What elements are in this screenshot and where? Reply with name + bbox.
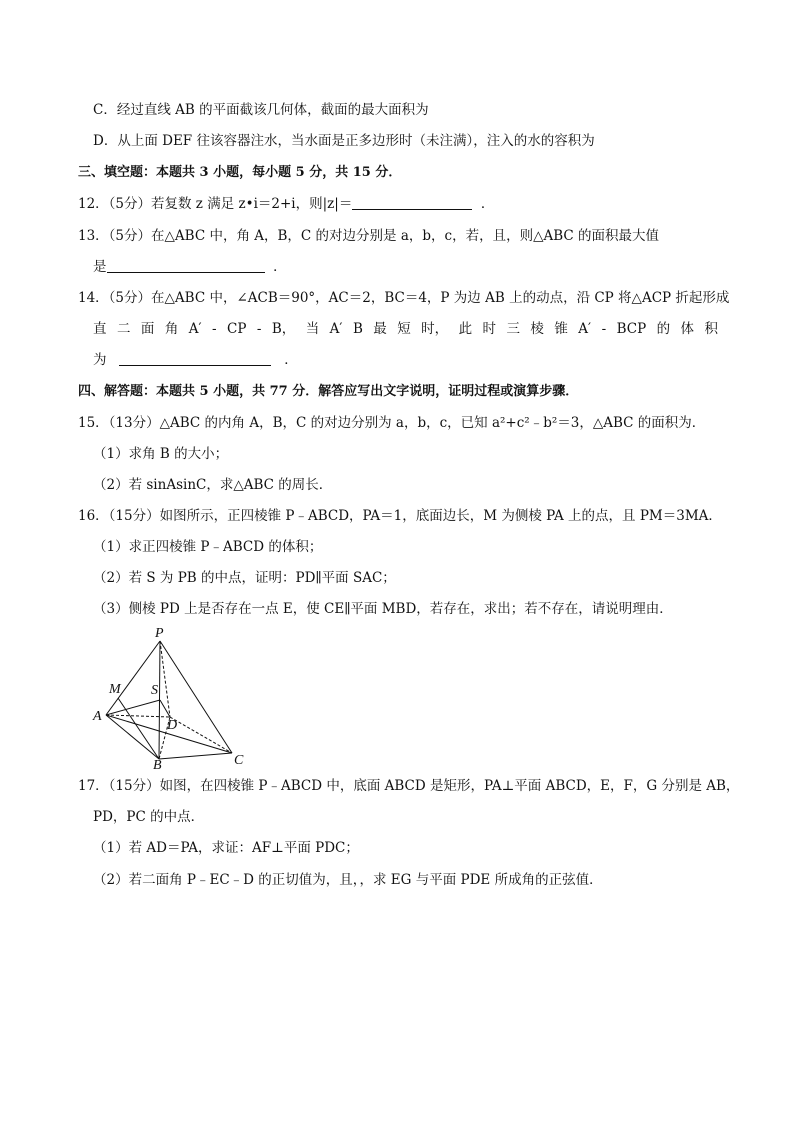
question-14-word: 体 xyxy=(680,321,695,337)
question-13-text: 是 xyxy=(93,259,107,275)
question-14-word: 当 xyxy=(305,321,320,337)
question-13: 13．（5分）在△ABC 中，角 A，B，C 的对边分别是 a，b，c，若，且，则△ABC 的面积最大值 xyxy=(78,228,659,244)
section-3-heading: 三、填空题：本题共 3 小题，每小题 5 分，共 15 分． xyxy=(78,165,402,180)
question-14-word: BCP xyxy=(616,321,647,337)
question-15-part-1: （1）求角 B 的大小； xyxy=(93,446,229,462)
edge-dc-hidden xyxy=(170,717,232,753)
question-14-word: 角 xyxy=(164,321,179,337)
question-14-word: - xyxy=(256,321,262,337)
question-14-word: 的 xyxy=(656,321,671,337)
question-14-continued xyxy=(93,319,718,339)
question-17-continued: PD，PC 的中点． xyxy=(93,809,205,825)
question-14-word: 棱 xyxy=(530,321,544,337)
question-13-end: ． xyxy=(273,259,287,275)
question-14-end-line xyxy=(93,350,298,370)
question-14-word: 三 xyxy=(506,321,520,337)
question-14-word: 直 xyxy=(93,321,107,337)
question-17-part-2: （2）若二面角 P﹣EC﹣D 的正切值为，且，，求 EG 与平面 PDE 所成角的正弦值． xyxy=(93,872,603,888)
question-14-word: 二 xyxy=(116,321,131,337)
question-14-word: 锥 xyxy=(554,321,568,337)
question-16-part-2: （2）若 S 为 PB 的中点，证明：PD∥平面 SAC； xyxy=(93,570,396,586)
question-14-word: - xyxy=(212,321,217,337)
question-14-text: 为 xyxy=(93,352,107,368)
pyramid-diagram xyxy=(92,624,254,770)
question-14: 14．（5分）在△ABC 中，∠ACB＝90°，AC＝2，BC＝4，P 为边 AB 上的动点，沿 CP 将△ACP 折起形成 xyxy=(78,290,730,306)
segment-mb xyxy=(118,698,159,759)
question-14-word: 短 xyxy=(397,321,411,337)
question-12-end: ． xyxy=(480,196,495,212)
edge-pd-hidden xyxy=(160,641,170,717)
label-d: D xyxy=(167,718,178,733)
edge-pa xyxy=(106,641,160,715)
answer-blank xyxy=(119,351,271,366)
question-14-word: 时， xyxy=(421,321,449,337)
option-c: C．经过直线 AB 的平面截该几何体，截面的最大面积为 xyxy=(93,102,429,118)
question-14-word: B xyxy=(352,321,363,337)
question-12-text: 12．（5分）若复数 z 满足 z•i＝2+i，则|z|＝ xyxy=(78,196,353,212)
question-16: 16．（15分）如图所示，正四棱锥 P﹣ABCD，PA＝1，底面边长，M 为侧棱 PA 上的点，且 PM＝3MA． xyxy=(78,508,722,524)
edge-ab xyxy=(106,715,159,759)
question-17-part-1: （1）若 AD＝PA，求证：AF⊥平面 PDC； xyxy=(93,840,359,856)
label-m: M xyxy=(109,682,121,697)
question-16-part-3: （3）侧棱 PD 上是否存在一点 E，使 CE∥平面 MBD，若存在，求出；若不存在，请说明理由． xyxy=(93,601,673,617)
question-15: 15．（13分）△ABC 的内角 A，B，C 的对边分别为 a，b，c，已知 a²+c²﹣b²＝3，△ABC 的面积为． xyxy=(78,415,706,431)
answer-blank xyxy=(107,258,265,273)
question-14-word: CP xyxy=(227,321,247,337)
question-14-end: ． xyxy=(284,352,298,368)
question-14-word: 最 xyxy=(373,321,387,337)
question-14-word: 面 xyxy=(140,321,155,337)
question-13-continued xyxy=(93,257,287,277)
question-17: 17．（15分）如图，在四棱锥 P﹣ABCD 中，底面 ABCD 是矩形，PA⊥平面 ABCD，E，F，G 分别是 AB， xyxy=(78,778,740,794)
edge-pc xyxy=(160,641,232,753)
edge-bc xyxy=(159,753,232,759)
question-14-word: - xyxy=(601,321,607,337)
question-12 xyxy=(78,194,494,214)
answer-blank xyxy=(352,195,472,210)
question-14-word: 此 xyxy=(458,321,473,337)
label-a: A xyxy=(93,709,102,724)
option-d: D．从上面 DEF 往该容器注水，当水面是正多边形时（未注满），注入的水的容积为 xyxy=(93,133,595,149)
question-14-word: A′ xyxy=(188,321,202,337)
question-14-word: 积 xyxy=(704,321,718,337)
question-14-word: A′ xyxy=(329,321,343,337)
label-s: S xyxy=(151,683,158,698)
segment-as xyxy=(106,700,160,715)
pyramid-figure xyxy=(92,624,254,770)
label-p: P xyxy=(155,626,164,641)
question-14-word: 时 xyxy=(482,321,497,337)
question-14-word: B， xyxy=(271,321,296,337)
question-16-part-1: （1）求正四棱锥 P﹣ABCD 的体积； xyxy=(93,539,323,555)
label-c: C xyxy=(234,753,244,768)
question-15-part-2: （2）若 sinAsinC，求△ABC 的周长． xyxy=(93,477,333,493)
edge-ad-hidden xyxy=(106,715,170,717)
label-b: B xyxy=(153,758,162,770)
section-4-heading: 四、解答题：本题共 5 小题，共 77 分．解答应写出文字说明，证明过程或演算步骤． xyxy=(78,384,579,399)
question-14-word: A′ xyxy=(578,321,592,337)
